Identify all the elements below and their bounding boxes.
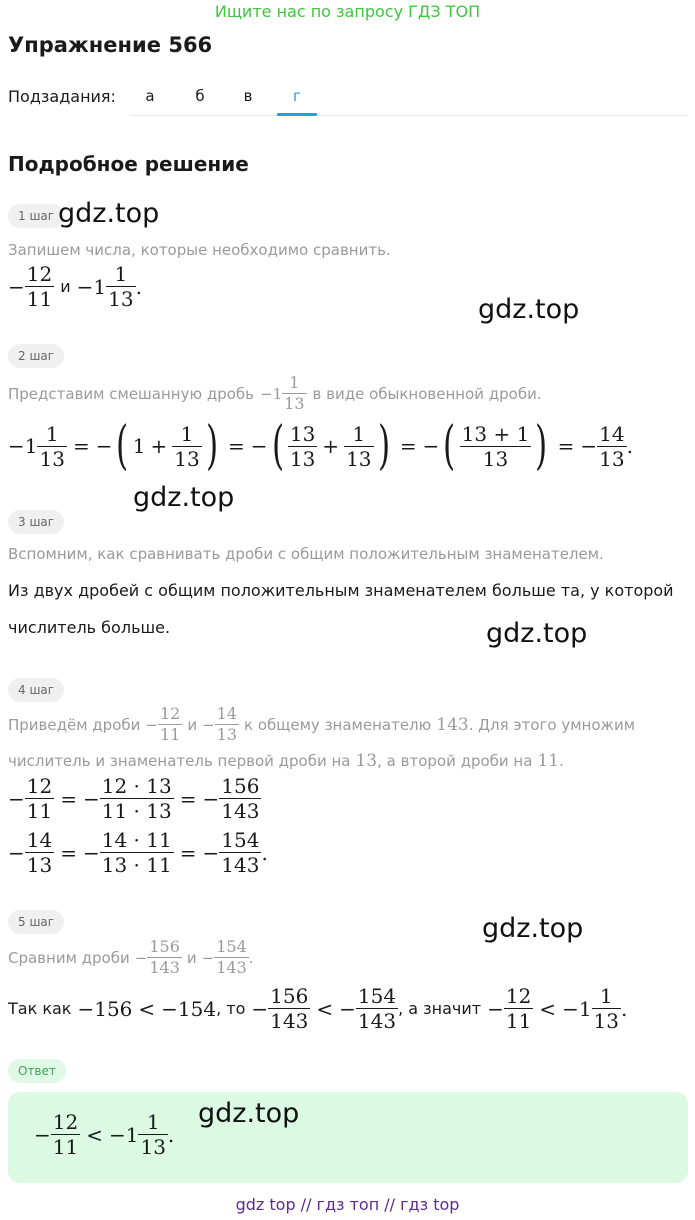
rule-text-line-2: числитель больше. xyxy=(8,618,171,637)
step-1-hint: Запишем числа, которые необходимо сравнить. xyxy=(8,241,391,259)
conclusion-text: , а значит xyxy=(398,999,482,1018)
period: . xyxy=(167,1122,175,1147)
answer-badge: Ответ xyxy=(8,1059,66,1083)
left-paren: ( xyxy=(116,416,129,476)
step-4-hint-line-2 xyxy=(8,751,564,771)
watermark: gdz.top xyxy=(486,618,588,649)
equals-sign: = xyxy=(179,840,197,865)
minus-sign: − xyxy=(251,996,269,1021)
minus-sign: − xyxy=(339,996,356,1021)
active-tab-indicator xyxy=(277,113,317,116)
fraction: $\frac{1}{13}$ xyxy=(39,421,65,471)
equals-sign: = xyxy=(557,434,575,458)
minus-sign: − xyxy=(8,840,25,865)
whole-part: −1 xyxy=(108,1122,139,1147)
hint-text: к общему знаменателю xyxy=(244,715,432,734)
fraction: $\frac{154}{143}$ xyxy=(357,984,397,1033)
watermark: gdz.top xyxy=(58,198,160,229)
right-paren: ) xyxy=(377,416,390,476)
whole-part: −1 xyxy=(260,384,283,403)
hint-text: и xyxy=(187,715,198,734)
hint-text: Приведём дроби xyxy=(8,715,141,734)
fraction: $\frac{14}{13}$ xyxy=(26,828,53,877)
period: . xyxy=(261,840,268,865)
left-paren: ( xyxy=(443,416,456,476)
less-than-sign: < xyxy=(316,996,334,1021)
hint-text: Сравним дроби xyxy=(8,948,130,967)
minus-sign: − xyxy=(202,840,220,865)
fraction: $\frac{1}{13}$ xyxy=(174,421,200,471)
subtasks-label: Подзадания: xyxy=(8,87,116,106)
minus-sign: − xyxy=(8,786,25,811)
fraction: $\frac{1}{13}$ xyxy=(140,1110,166,1159)
step-2-formula xyxy=(8,416,633,476)
number: 13 xyxy=(355,751,378,771)
equals-sign: = xyxy=(60,840,77,865)
equals-sign: = xyxy=(228,434,245,458)
watermark: gdz.top xyxy=(482,913,584,944)
fraction: $\frac{12}{11}$ xyxy=(52,1110,79,1159)
fraction: $\frac{154}{143}$ xyxy=(221,828,260,877)
minus-sign: − xyxy=(82,786,100,811)
watermark: gdz.top xyxy=(133,482,235,513)
conclusion-text: , то xyxy=(216,999,246,1018)
equals-sign: = xyxy=(179,786,197,811)
period: . xyxy=(559,752,564,770)
step-5-conclusion xyxy=(8,986,627,1031)
hint-text: и xyxy=(186,948,197,967)
whole-part: −1 xyxy=(8,434,38,458)
minus-sign: − xyxy=(134,948,148,967)
number: −156 xyxy=(77,996,133,1021)
conjunction: и xyxy=(60,277,71,296)
plus-sign: + xyxy=(322,434,340,458)
fraction: $\frac{156}{143}$ xyxy=(221,774,260,823)
number: 11 xyxy=(537,751,560,771)
whole-part: −1 xyxy=(562,996,592,1021)
period: . xyxy=(621,996,628,1021)
hint-text: . Для этого умножим xyxy=(468,715,636,734)
whole-part: −1 xyxy=(76,274,107,299)
step-1-formula xyxy=(8,264,142,309)
footer-links[interactable]: gdz top // гдз топ // гдз top xyxy=(235,1195,460,1214)
subtasks-divider xyxy=(130,115,688,116)
period: . xyxy=(626,434,633,458)
conclusion-text: Так как xyxy=(8,999,72,1018)
hint-text: , а второй дроби на xyxy=(377,752,533,770)
hint-text: числитель и знаменатель первой дроби на xyxy=(8,752,351,770)
fraction: $\frac{1}{13}$ xyxy=(346,421,372,471)
subtask-tab-a[interactable]: а xyxy=(145,87,155,105)
step-2-badge: 2 шаг xyxy=(8,344,64,368)
step-4-formula-2 xyxy=(8,830,268,875)
watermark: gdz.top xyxy=(198,1098,300,1129)
fraction: $\frac{1}{13}$ xyxy=(284,373,305,413)
minus-sign: − xyxy=(250,434,268,458)
minus-sign: − xyxy=(580,434,598,458)
page-title: Упражнение 566 xyxy=(8,33,213,57)
fraction: $\frac{1}{13}$ xyxy=(593,984,619,1033)
less-than-sign: < xyxy=(86,1122,103,1147)
step-4-hint-line-1 xyxy=(8,706,635,743)
fraction: $\frac{12 \cdot 13}{11 \cdot 13}$ xyxy=(101,774,172,823)
number: 1 xyxy=(132,434,146,458)
fraction: $\frac{12}{11}$ xyxy=(505,984,532,1033)
left-paren: ( xyxy=(271,416,284,476)
plus-sign: + xyxy=(150,434,168,458)
step-3-badge: 3 шаг xyxy=(8,510,64,534)
equals-sign: = xyxy=(72,434,90,458)
number: 143 xyxy=(436,714,469,735)
period: . xyxy=(248,948,254,967)
step-1-badge: 1 шаг xyxy=(8,204,64,228)
step-5-hint xyxy=(8,939,254,976)
minus-sign: − xyxy=(82,840,100,865)
less-than-sign: < xyxy=(138,996,156,1021)
section-title: Подробное решение xyxy=(8,152,249,176)
fraction: $\frac{14}{13}$ xyxy=(599,421,625,471)
fraction: $\frac{13 + 1}{13}$ xyxy=(461,421,530,471)
equals-sign: = xyxy=(399,434,417,458)
equals-sign: = xyxy=(60,786,77,811)
subtask-tab-g[interactable]: г xyxy=(293,87,301,105)
answer-formula xyxy=(34,1112,174,1157)
right-paren: ) xyxy=(535,416,548,476)
minus-sign: − xyxy=(34,1122,51,1147)
fraction: $\frac{12}{11}$ xyxy=(26,774,53,823)
step-5-badge: 5 шаг xyxy=(8,910,64,934)
minus-sign: − xyxy=(422,434,440,458)
minus-sign: − xyxy=(202,715,215,734)
period: . xyxy=(135,274,142,299)
fraction: $\frac{1}{13}$ xyxy=(108,262,134,311)
fraction: $\frac{14 \cdot 11}{13 \cdot 11}$ xyxy=(101,828,172,877)
watermark: gdz.top xyxy=(478,294,580,325)
minus-sign: − xyxy=(201,948,215,967)
promo-banner[interactable]: Ищите нас по запросу ГДЗ ТОП xyxy=(214,2,481,21)
step-4-formula-1 xyxy=(8,776,261,821)
fraction: $\frac{14}{13}$ xyxy=(216,704,237,744)
fraction: $\frac{154}{143}$ xyxy=(216,937,247,977)
rule-text-line-1: Из двух дробей с общим положительным знаменателем больше та, у которой xyxy=(8,581,674,600)
subtask-tab-b[interactable]: б xyxy=(195,87,205,105)
minus-sign: − xyxy=(202,786,220,811)
minus-sign: − xyxy=(95,434,113,458)
fraction: $\frac{12}{11}$ xyxy=(26,262,53,311)
step-3-hint: Вспомним, как сравнивать дроби с общим положительным знаменателем. xyxy=(8,545,604,563)
minus-sign: − xyxy=(8,274,25,299)
subtask-tab-v[interactable]: в xyxy=(243,87,253,105)
fraction: $\frac{156}{143}$ xyxy=(149,937,180,977)
right-paren: ) xyxy=(205,416,218,476)
fraction: $\frac{13}{13}$ xyxy=(289,421,316,471)
minus-sign: − xyxy=(145,715,158,734)
fraction: $\frac{156}{143}$ xyxy=(270,984,309,1033)
number: −154 xyxy=(161,996,217,1021)
step-2-hint xyxy=(8,375,542,412)
hint-text: в виде обыкновенной дроби. xyxy=(312,384,542,403)
step-4-badge: 4 шаг xyxy=(8,678,64,702)
hint-text: Представим смешанную дробь xyxy=(8,384,255,403)
fraction: $\frac{12}{11}$ xyxy=(159,704,181,744)
minus-sign: − xyxy=(487,996,504,1021)
less-than-sign: < xyxy=(539,996,557,1021)
